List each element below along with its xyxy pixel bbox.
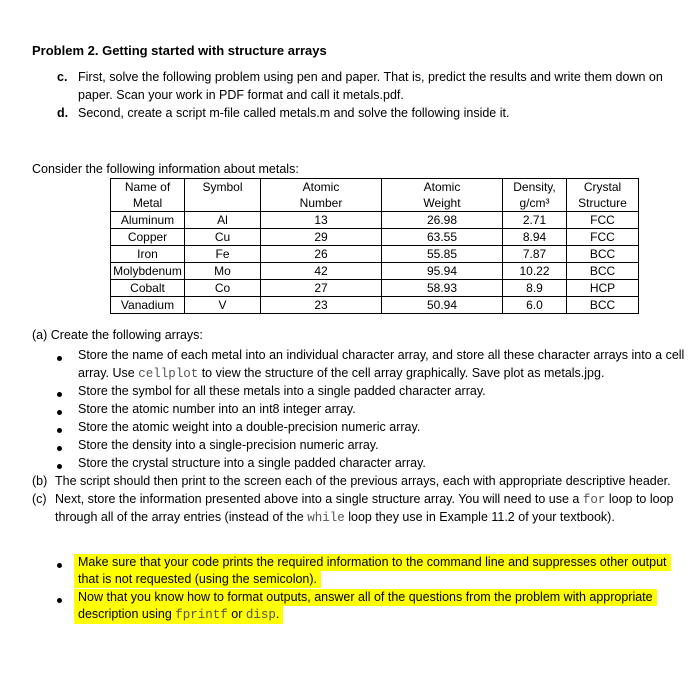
table-row: Copper Cu 29 63.55 8.94 FCC [111, 229, 639, 246]
item-text: paper. Scan your work in PDF format and call it metals.pdf. [78, 88, 404, 102]
header-name: Name of Metal [111, 179, 185, 212]
bullet-text: Store the density into a single-precision numeric array. [78, 438, 379, 452]
bullet-icon [57, 563, 62, 568]
note-text: description using fprintf or disp. [74, 606, 283, 624]
note-text: Make sure that your code prints the required information to the command line and suppresses other output [74, 554, 671, 571]
bullet-text: array. Use cellplot to view the structure of the cell array graphically. Save plot as metals.jpg. [78, 366, 605, 381]
table-row: Molybdenum Mo 42 95.94 10.22 BCC [111, 263, 639, 280]
table-header-row [111, 179, 639, 212]
header-crystal-structure: Crystal Structure [567, 179, 639, 212]
bullet-icon [57, 410, 62, 415]
metals-table [110, 178, 639, 314]
table-row: Cobalt Co 27 58.93 8.9 HCP [111, 280, 639, 297]
note-text: Now that you know how to format outputs, answer all of the questions from the problem with appropriate [74, 589, 657, 606]
problem-title: Problem 2. Getting started with structure arrays [32, 43, 327, 58]
bullet-text: Store the name of each metal into an individual character array, and store all these character arrays into a cell [78, 348, 685, 362]
intro-text: Consider the following information about metals: [32, 162, 299, 176]
bullet-text: Store the crystal structure into a single padded character array. [78, 456, 426, 470]
table-row: Vanadium V 23 50.94 6.0 BCC [111, 297, 639, 314]
header-density: Density, g/cm³ [503, 179, 567, 212]
bullet-icon [57, 446, 62, 451]
item-tag: c. [57, 70, 68, 84]
header-atomic-number: Atomic Number [261, 179, 382, 212]
part-a-heading: (a) Create the following arrays: [32, 328, 203, 342]
bullet-text: Store the symbol for all these metals into a single padded character array. [78, 384, 486, 398]
bullet-icon [57, 428, 62, 433]
bullet-text: Store the atomic weight into a double-precision numeric array. [78, 420, 421, 434]
table-row: Aluminum Al 13 26.98 2.71 FCC [111, 212, 639, 229]
bullet-icon [57, 356, 62, 361]
item-text: First, solve the following problem using pen and paper. That is, predict the results and write them down on [78, 70, 663, 84]
item-text: Second, create a script m-file called metals.m and solve the following inside it. [78, 106, 510, 120]
note-text: that is not requested (using the semicolon). [74, 571, 321, 588]
bullet-icon [57, 598, 62, 603]
header-symbol: Symbol [185, 179, 261, 212]
header-atomic-weight: Atomic Weight [382, 179, 503, 212]
bullet-text: Store the atomic number into an int8 integer array. [78, 402, 356, 416]
table-row: Iron Fe 26 55.85 7.87 BCC [111, 246, 639, 263]
bullet-icon [57, 464, 62, 469]
bullet-icon [57, 392, 62, 397]
item-tag: d. [57, 106, 69, 120]
